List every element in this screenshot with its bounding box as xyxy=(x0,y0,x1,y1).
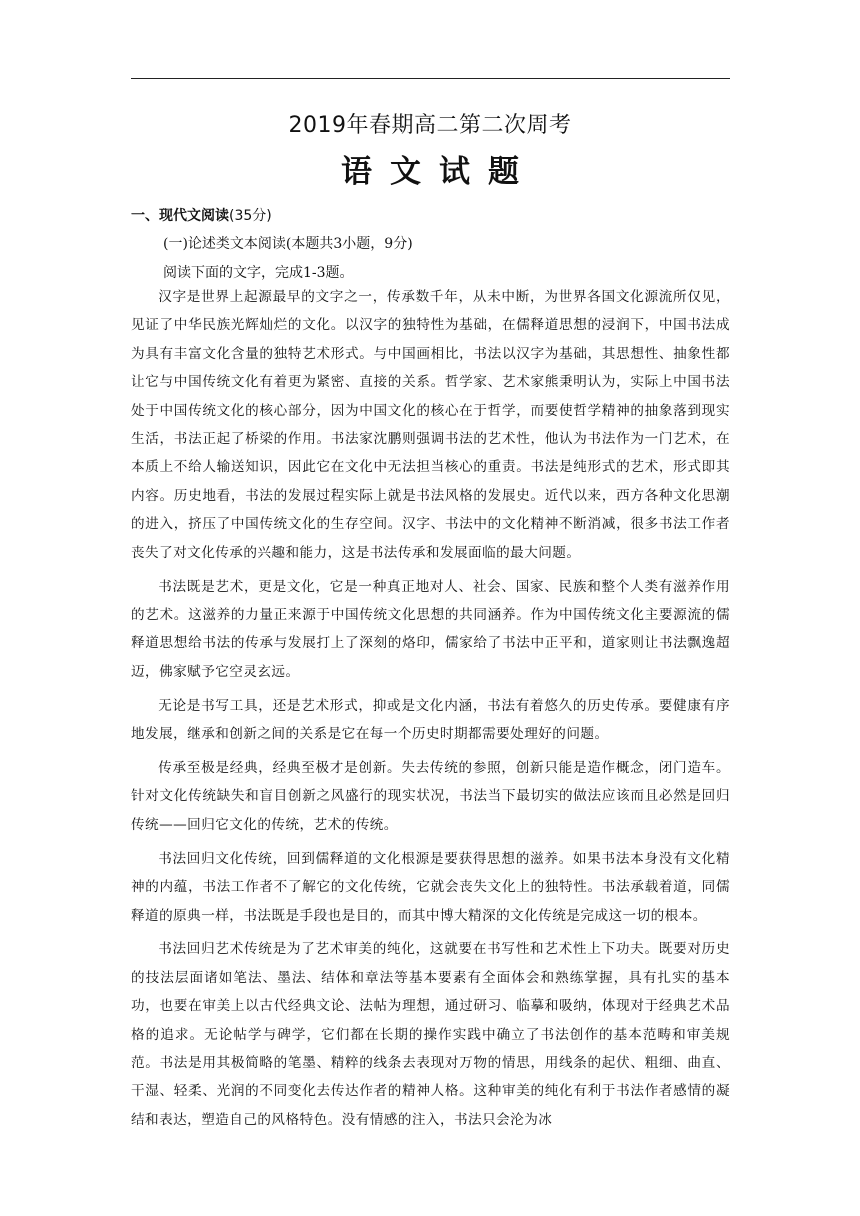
article-body xyxy=(131,283,730,1140)
article-paragraph: 书法回归文化传统，回到儒释道的文化根源是要获得思想的滋养。如果书法本身没有文化精神的内蕴，书法工作者不了解它的文化传统，它就会丧失文化上的独特性。书法承载着道，同儒释道的原典一样，书法既是手段也是目的，而其中博大精深的文化传统是完成这一切的根本。 xyxy=(131,850,730,924)
section-heading xyxy=(131,206,272,226)
article-paragraph: 书法既是艺术，更是文化，它是一种真正地对人、社会、国家、民族和整个人类有滋养作用的艺术。这滋养的力量正来源于中国传统文化思想的共同涵养。作为中国传统文化主要源流的儒释道思想给书法的传承与发展打上了深刻的烙印，儒家给了书法中正平和，道家则让书法飘逸超迈，佛家赋予它空灵玄远。 xyxy=(131,578,730,680)
header-rule xyxy=(131,78,730,79)
article-paragraph: 无论是书写工具，还是艺术形式，抑或是文化内涵，书法有着悠久的历史传承。要健康有序地发展，继承和创新之间的关系是它在每一个历史时期都需要处理好的问题。 xyxy=(131,697,730,743)
exam-title: 2019年春期高二第二次周考 xyxy=(288,113,572,138)
article-paragraph: 汉字是世界上起源最早的文字之一，传承数千年，从未中断，为世界各国文化源流所仅见，见证了中华民族光辉灿烂的文化。以汉字的独特性为基础，在儒释道思想的浸润下，中国书法成为具有丰富文化含量的独特艺术形式。与中国画相比，书法以汉字为基础，其思想性、抽象性都让它与中国传统文化有着更为紧密、直接的关系。哲学家、艺术家熊秉明认为，实际上中国书法处于中国传统文化的核心部分，因为中国文化的核心在于哲学，而要使哲学精神的抽象落到现实生活，书法正起了桥梁的作用。书法家沈鹏则强调书法的艺术性，他认为书法作为一门艺术，在本质上不给人输送知识，因此它在文化中无法担当核心的重责。书法是纯形式的艺术，形式即其内容。历史地看，书法的发展过程实际上就是书法风格的发展史。近代以来，西方各种文化思潮的进入，挤压了中国传统文化的生存空间。汉字、书法中的文化精神不断消减，很多书法工作者丧失了对文化传承的兴趣和能力，这是书法传承和发展面临的最大问题。 xyxy=(131,289,730,561)
subsection-heading: (一)论述类文本阅读(本题共3小题，9分) xyxy=(163,236,413,252)
reading-instruction: 阅读下面的文字，完成1-3题。 xyxy=(163,265,354,281)
section-heading-label: 一、现代文阅读 xyxy=(131,208,229,224)
section-score: (35分) xyxy=(229,208,272,224)
article-paragraph: 书法回归艺术传统是为了艺术审美的纯化，这就要在书写性和艺术性上下功夫。既要对历史的技法层面诸如笔法、墨法、结体和章法等基本要素有全面体会和熟练掌握，具有扎实的基本功，也要在审美上以古代经典文论、法帖为理想，通过研习、临摹和吸纳，体现对于经典艺术品格的追求。无论帖学与碑学，它们都在长期的操作实践中确立了书法创作的基本范畴和审美规范。书法是用其极简略的笔墨、精粹的线条去表现对万物的情思，用线条的起伏、粗细、曲直、干湿、轻柔、光润的不同变化去传达作者的精神人格。这种审美的纯化有利于书法作者感情的凝结和表达，塑造自己的风格特色。没有情感的注入，书法只会沦为冰 xyxy=(131,941,730,1128)
article-paragraph: 传承至极是经典，经典至极才是创新。失去传统的参照，创新只能是造作概念，闭门造车。针对文化传统缺失和盲目创新之风盛行的现实状况，书法当下最切实的做法应该而且必然是回归传统——回归它文化的传统，艺术的传统。 xyxy=(131,760,730,833)
subject-title: 语文试题 xyxy=(341,154,537,190)
